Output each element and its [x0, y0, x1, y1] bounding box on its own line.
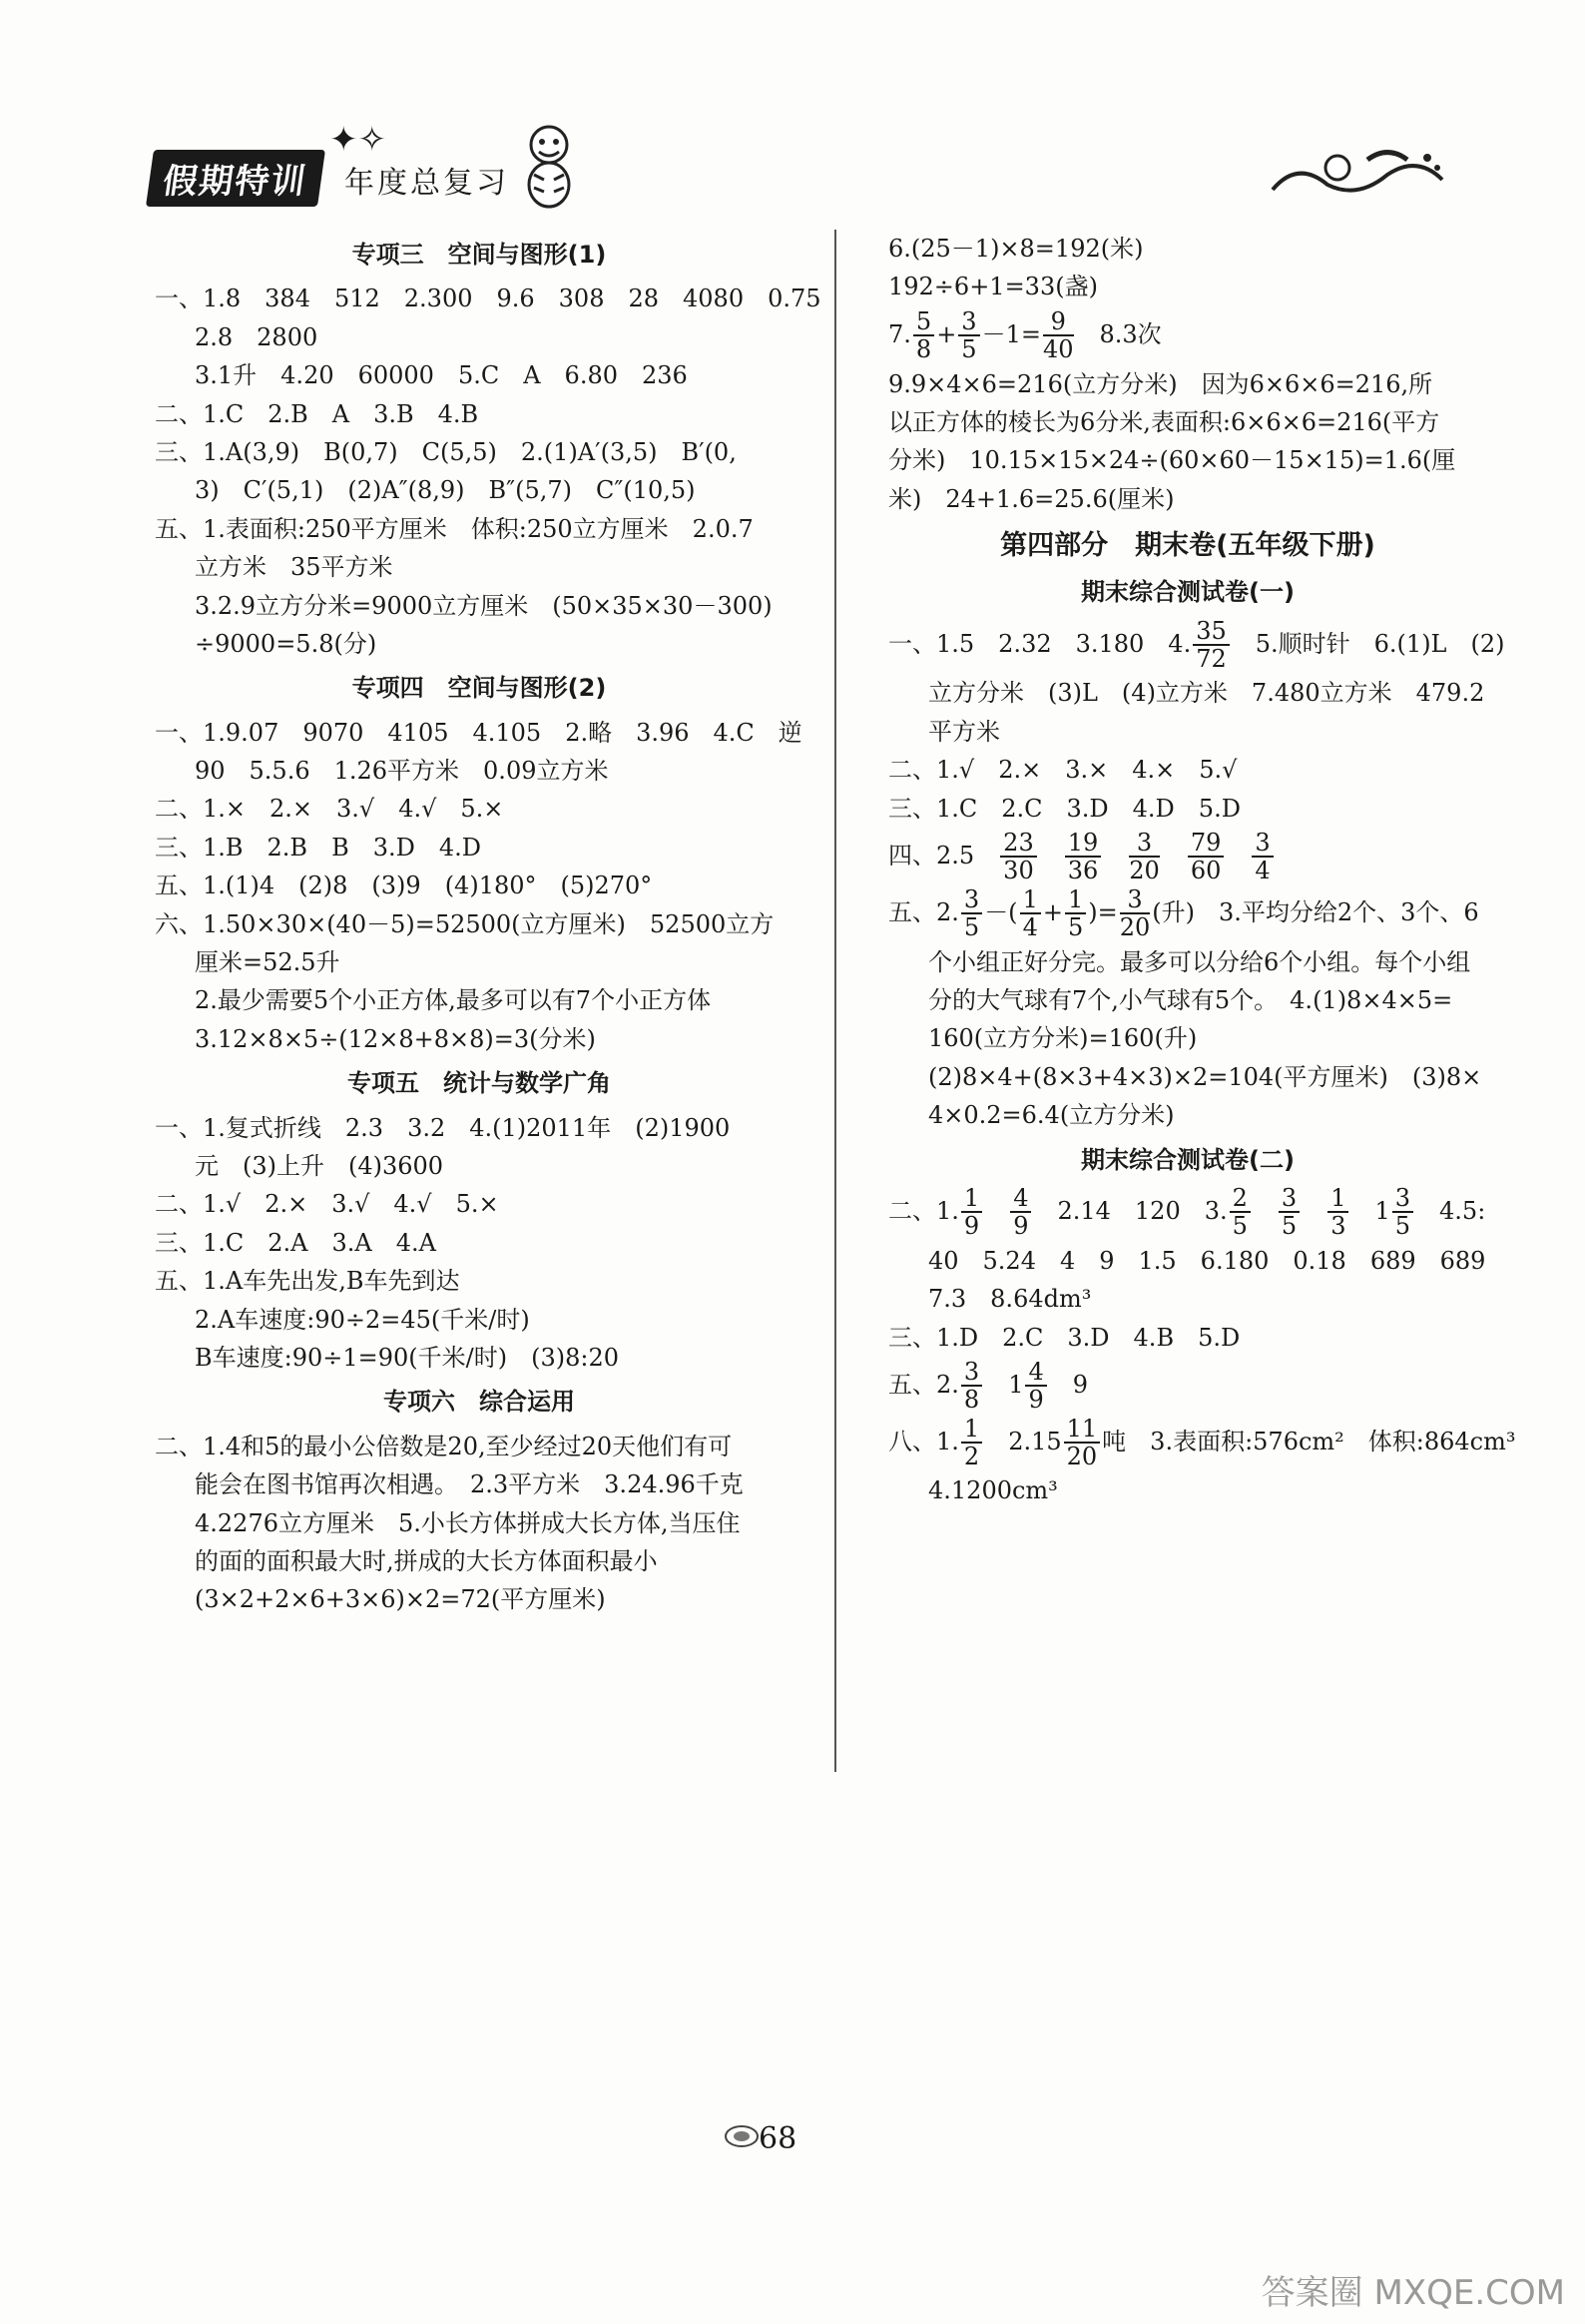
answer-line: 厘米=52.5升 — [195, 948, 340, 977]
fraction — [913, 308, 934, 363]
answer-line: 三、1.B 2.B B 3.D 4.D — [155, 833, 481, 862]
answer-line-fraction — [888, 1359, 1487, 1414]
answer-line: 五、1.A车先出发,B车先到达 — [155, 1267, 460, 1296]
numerator: 4 — [1010, 1185, 1031, 1213]
answer-line: 2.最少需要5个小正方体,最多可以有7个小正方体 — [195, 986, 712, 1015]
denominator: 60 — [1190, 857, 1222, 885]
section-title: 期末综合测试卷(二) — [1081, 1145, 1295, 1174]
part-title: 第四部分 期末卷(五年级下册) — [1000, 530, 1375, 562]
fraction — [958, 308, 979, 363]
answer-line: 平方米 — [928, 717, 1000, 746]
answer-line: 三、1.C 2.C 3.D 4.D 5.D — [888, 794, 1241, 823]
fraction — [1000, 830, 1037, 884]
numerator: 1 — [1020, 886, 1041, 914]
text-run: + — [936, 319, 957, 348]
answer-line: 二、1.4和5的最小公倍数是20,至少经过20天他们有可 — [155, 1432, 733, 1460]
answer-line: 2.8 2800 — [195, 322, 318, 351]
numerator: 3 — [1252, 830, 1273, 858]
answer-line: 90 5.5.6 1.26平方米 0.09立方米 — [195, 757, 609, 786]
denominator: 2 — [963, 1443, 980, 1471]
answer-line: 7.3 8.64dm³ — [928, 1285, 1092, 1314]
swimmer-decoration-icon — [1268, 140, 1447, 200]
fraction — [961, 886, 982, 941]
answer-line: B车速度:90÷1=90(千米/时) (3)8:20 — [195, 1343, 619, 1372]
fraction — [1129, 830, 1160, 884]
numerator: 3 — [961, 1359, 982, 1387]
text-run: 1 — [1374, 1196, 1390, 1225]
denominator: 3 — [1330, 1212, 1346, 1241]
fraction — [1327, 1185, 1348, 1240]
denominator: 40 — [1042, 335, 1074, 364]
answer-line: 元 (3)上升 (4)3600 — [195, 1151, 444, 1180]
numerator: 3 — [961, 886, 982, 914]
denominator: 5 — [1232, 1212, 1248, 1241]
answer-line: 4×0.2=6.4(立方分米) — [928, 1101, 1175, 1130]
answer-line-fraction — [888, 308, 1487, 363]
answer-line: 立方分米 (3)L (4)立方米 7.480立方米 479.2 — [928, 679, 1485, 708]
numerator: 35 — [1193, 618, 1230, 646]
fraction — [1010, 1185, 1031, 1240]
sunflower-icon — [724, 2124, 760, 2148]
answer-line: 的面的面积最大时,拼成的大长方体面积最小 — [195, 1546, 658, 1575]
numerator: 11 — [1064, 1416, 1101, 1444]
answer-line: 一、1.9.07 9070 4105 4.105 2.略 3.96 4.C 逆 — [155, 718, 802, 747]
fraction — [1025, 1359, 1046, 1414]
answer-line: 分的大气球有7个,小气球有5个。 4.(1)8×4×5= — [928, 986, 1453, 1014]
text-run: －1= — [981, 319, 1041, 348]
answer-line: 二、1.C 2.B A 3.B 4.B — [155, 399, 479, 428]
numerator: 3 — [1392, 1185, 1413, 1213]
section-title: 专项三 空间与图形(1) — [351, 241, 607, 269]
watermark: 答案圈 MXQE.COM — [1261, 2273, 1565, 2313]
answer-line: 五、1.表面积:250平方厘米 体积:250立方厘米 2.0.7 — [155, 514, 754, 543]
answer-line: 一、1.8 384 512 2.300 9.6 308 28 4080 0.75 — [155, 285, 821, 313]
answer-line: (3×2+2×6+3×6)×2=72(平方厘米) — [195, 1585, 606, 1614]
denominator: 4 — [1255, 857, 1271, 885]
text-run: 二、1. — [888, 1196, 959, 1225]
fraction — [1279, 1185, 1300, 1240]
denominator: 20 — [1066, 1443, 1098, 1471]
numerator: 9 — [1043, 308, 1074, 336]
text-run: 五、2. — [888, 897, 959, 926]
numerator: 19 — [1065, 830, 1102, 858]
numerator: 1 — [1327, 1185, 1348, 1213]
denominator: 5 — [1281, 1212, 1298, 1241]
answer-line: 以正方体的棱长为6分米,表面积:6×6×6=216(平方 — [888, 407, 1440, 436]
tiger-mascot-icon — [509, 120, 589, 210]
text-run: 2.15 — [1008, 1427, 1062, 1455]
answer-line: 五、1.(1)4 (2)8 (3)9 (4)180° (5)270° — [155, 872, 653, 900]
numerator: 3 — [1129, 830, 1160, 858]
denominator: 5 — [963, 913, 980, 942]
denominator: 9 — [1013, 1212, 1029, 1241]
numerator: 1 — [961, 1416, 982, 1444]
answer-line: 192÷6+1=33(盏) — [888, 273, 1098, 301]
section-title: 期末综合测试卷(一) — [1081, 578, 1295, 607]
answer-line: 三、1.D 2.C 3.D 4.B 5.D — [888, 1323, 1241, 1352]
brand-title: 假期特训 — [146, 150, 325, 207]
denominator: 36 — [1067, 857, 1099, 885]
answer-line: 160(立方分米)=160(升) — [928, 1024, 1198, 1053]
text-run: 5.顺时针 6.(1)L (2) — [1231, 629, 1505, 658]
answer-line: 六、1.50×30×(40－5)=52500(立方厘米) 52500立方 — [155, 909, 775, 938]
answer-line: 40 5.24 4 9 1.5 6.180 0.18 689 689 — [928, 1246, 1486, 1275]
answer-line: 3.2.9立方分米=9000立方厘米 (50×35×30－300) — [195, 591, 773, 620]
fraction — [1392, 1185, 1413, 1240]
denominator: 8 — [963, 1386, 980, 1415]
text-run: 7. — [888, 319, 911, 348]
denominator: 72 — [1196, 645, 1227, 674]
answer-line: 个小组正好分完。最多可以分给6个小组。每个小组 — [928, 947, 1471, 976]
answer-line: ÷9000=5.8(分) — [195, 629, 377, 658]
fraction — [1020, 886, 1041, 941]
answer-line: 6.(25－1)×8=192(米) — [888, 235, 1144, 263]
denominator: 5 — [961, 335, 977, 364]
denominator: 20 — [1129, 857, 1160, 885]
fraction — [1043, 308, 1074, 363]
fraction — [1193, 618, 1230, 673]
numerator: 79 — [1188, 830, 1225, 858]
answer-line: 3) C′(5,1) (2)A″(8,9) B″(5,7) C″(10,5) — [195, 476, 696, 505]
numerator: 5 — [913, 308, 934, 336]
denominator: 8 — [915, 335, 932, 364]
text-run: 4.5: — [1439, 1196, 1486, 1225]
answer-line: 2.A车速度:90÷2=45(千米/时) — [195, 1305, 530, 1334]
denominator: 5 — [1067, 913, 1084, 942]
answer-line-fraction: 五、2. $\frac{3}{5}$ －( $\frac{1}{4}$ + $\frac{1}{5}$ )= $\frac{3}{20}$ (升) 3.平均分给2个、3个、6 — [888, 884, 1479, 942]
numerator: 2 — [1230, 1185, 1251, 1213]
answer-line: 立方米 35平方米 — [195, 553, 393, 582]
numerator: 3 — [1120, 886, 1151, 914]
answer-line: 9.9×4×6=216(立方分米) 因为6×6×6=216,所 — [888, 369, 1433, 398]
page-header — [150, 120, 1447, 210]
answer-line: 4.2276立方厘米 5.小长方体拼成大长方体,当压住 — [195, 1508, 741, 1537]
denominator: 5 — [1394, 1212, 1411, 1241]
fraction — [961, 1416, 982, 1470]
section-title: 专项五 统计与数学广角 — [347, 1069, 611, 1098]
answer-line: 米) 24+1.6=25.6(厘米) — [888, 484, 1175, 513]
page-number: 68 — [759, 2121, 797, 2156]
answer-line-fraction — [888, 616, 1505, 674]
star-icon: ✦✧ — [329, 120, 386, 160]
right-column — [888, 230, 1516, 1510]
answer-line: 二、1.√ 2.× 3.√ 4.√ 5.× — [155, 1190, 499, 1219]
section-title: 专项六 综合运用 — [383, 1388, 575, 1417]
answer-line: (2)8×4+(8×3+4×3)×2=104(平方厘米) (3)8× — [928, 1062, 1482, 1091]
fraction — [1064, 1416, 1101, 1470]
answer-line: 3.1升 4.20 60000 5.C A 6.80 236 — [195, 361, 688, 390]
text-run: 2.14 120 3. — [1057, 1196, 1228, 1225]
answer-line: 分米) 10.15×15×24÷(60×60－15×15)=1.6(厘 — [888, 446, 1456, 475]
text-run: 八、1. — [888, 1427, 959, 1455]
answer-line: 3.12×8×5÷(12×8+8×8)=3(分米) — [195, 1024, 596, 1053]
denominator: 30 — [1003, 857, 1034, 885]
fraction — [1120, 886, 1151, 941]
fraction — [961, 1185, 982, 1240]
denominator: 9 — [963, 1212, 980, 1241]
answer-line: 二、1.× 2.× 3.√ 4.√ 5.× — [155, 795, 504, 824]
numerator: 4 — [1025, 1359, 1046, 1387]
fraction — [1188, 830, 1225, 884]
answer-line: 二、1.√ 2.× 3.× 4.× 5.√ — [888, 756, 1238, 785]
fraction — [961, 1359, 982, 1414]
numerator: 3 — [958, 308, 979, 336]
answer-line: 三、1.A(3,9) B(0,7) C(5,5) 2.(1)A′(3,5) B′(0, — [155, 437, 737, 466]
fraction — [1065, 830, 1102, 884]
answer-line: 一、1.复式折线 2.3 3.2 4.(1)2011年 (2)1900 — [155, 1113, 731, 1142]
answer-line-fraction — [888, 1414, 1516, 1471]
fraction — [1230, 1185, 1251, 1240]
answer-line: 能会在图书馆再次相遇。 2.3平方米 3.24.96千克 — [195, 1470, 744, 1499]
text-run: 四、2.5 — [888, 841, 975, 870]
column-divider — [834, 230, 836, 1772]
answer-line: 三、1.C 2.A 3.A 4.A — [155, 1228, 436, 1257]
fraction — [1252, 830, 1273, 884]
text-run: 五、2. — [888, 1370, 959, 1399]
left-column — [155, 230, 821, 1619]
text-run: 8.3次 — [1075, 319, 1162, 348]
denominator: 4 — [1022, 913, 1038, 942]
numerator: 23 — [1000, 830, 1037, 858]
numerator: 1 — [1065, 886, 1086, 914]
answer-line: 4.1200cm³ — [928, 1476, 1058, 1505]
text-run: (升) 3.平均分给2个、3个、6 — [1152, 897, 1479, 926]
section-title: 专项四 空间与图形(2) — [351, 674, 607, 703]
text-run: 1 — [1008, 1370, 1024, 1399]
fraction — [1065, 886, 1086, 941]
text-run: 9 — [1072, 1370, 1089, 1399]
denominator: 20 — [1119, 913, 1151, 942]
text-run: 一、1.5 2.32 3.180 4. — [888, 629, 1192, 658]
numerator: 1 — [961, 1185, 982, 1213]
numerator: 3 — [1279, 1185, 1300, 1213]
text-run: 吨 3.表面积:576cm² 体积:864cm³ — [1102, 1427, 1516, 1455]
brand-subtitle: 年度总复习 — [344, 166, 509, 201]
denominator: 9 — [1028, 1386, 1044, 1415]
answer-line-fraction — [888, 1185, 1487, 1240]
answer-line-fraction — [888, 830, 1487, 884]
